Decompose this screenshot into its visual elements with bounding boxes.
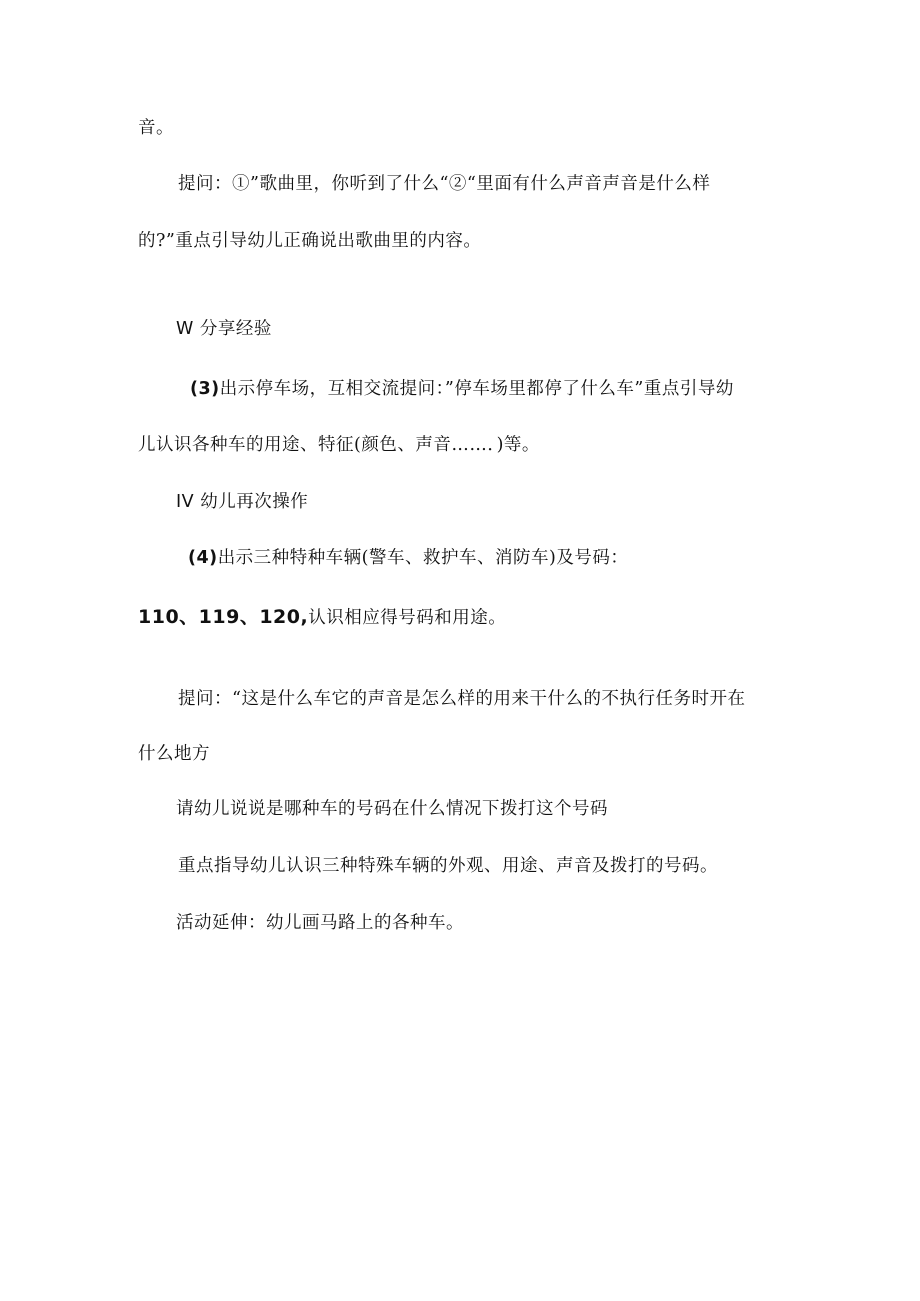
heading-operate-again [176, 490, 308, 514]
para4-line2: 认识相应得号码和用途。 [308, 608, 507, 628]
para4-number: (4) [188, 548, 218, 568]
para7-line1: 重点指导幼儿认识三种特殊车辆的外观、用途、声音及拨打的号码。 [178, 856, 718, 876]
para3-line2: 儿认识各种车的用途、特征(颜色、声音……．)等。 [138, 435, 540, 455]
heading4-text: 幼儿再次操作 [200, 492, 309, 512]
para1-line1: 音。 [138, 118, 174, 138]
para2-line2: 的?”重点引导幼儿正确说出歌曲里的内容。 [138, 231, 482, 251]
para3-line1: 出示停车场，互相交流提问：”停车场里都停了什么车”重点引导幼 [219, 379, 734, 399]
para3-number: (3) [190, 379, 220, 399]
heading3-number: W [176, 319, 194, 339]
heading3-text: 分享经验 [199, 319, 272, 339]
para5-line2: 什么地方 [138, 744, 210, 764]
heading-share-experience [176, 317, 272, 341]
heading4-number: IV [176, 492, 195, 512]
para8-line1: 活动延伸：幼儿画马路上的各种车。 [176, 913, 464, 933]
para3-line1-wrap [190, 377, 734, 401]
para4-line1-wrap [188, 546, 628, 570]
para5-line1: 提问：“这是什么车它的声音是怎么样的用来干什么的不执行任务时开在 [178, 689, 746, 709]
para4-line2-wrap [138, 605, 506, 630]
para2-line1: 提问：①”歌曲里，你听到了什么“②“里面有什么声音声音是什么样 [178, 174, 711, 194]
para4-line1: 出示三种特种车辆(警车、救护车、消防车)及号码： [217, 548, 629, 568]
para6-line1: 请幼儿说说是哪种车的号码在什么情况下拨打这个号码 [176, 799, 608, 819]
para4-phone-numbers: 110、119、120, [138, 606, 309, 628]
